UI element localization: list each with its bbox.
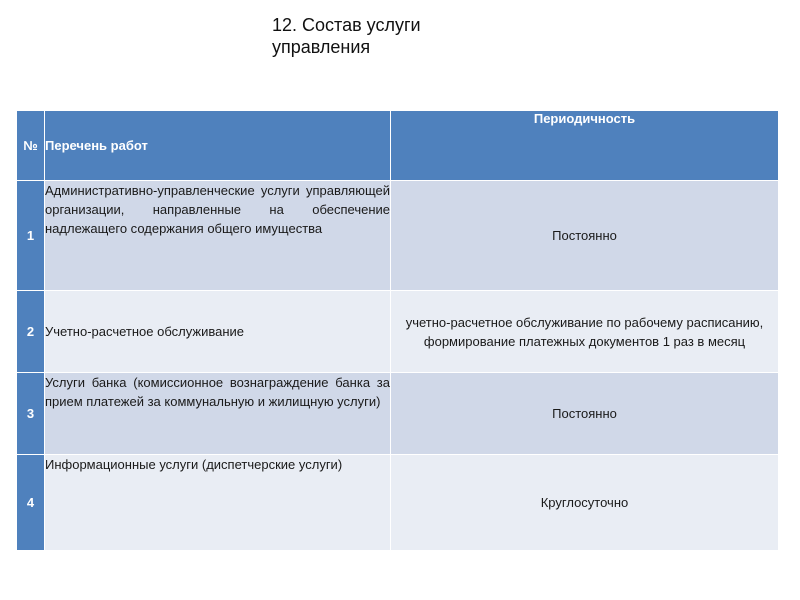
table-row xyxy=(17,373,779,455)
table-header xyxy=(17,111,779,181)
header-periodicity: Периодичность xyxy=(391,111,779,181)
services-table xyxy=(16,110,779,551)
header-row xyxy=(17,111,779,181)
row-work: Информационные услуги (диспетчерские услуги) xyxy=(45,455,391,551)
row-work: Услуги банка (комиссионное вознаграждение банка за прием платежей за коммунальную и жилищную услуги) xyxy=(45,373,391,455)
table-body xyxy=(17,181,779,551)
row-periodicity: Постоянно xyxy=(391,181,779,291)
row-periodicity: учетно-расчетное обслуживание по рабочему расписанию, формирование платежных документов 1 раз в месяц xyxy=(391,291,779,373)
row-work: Административно-управленческие услуги управляющей организации, направленные на обеспечение надлежащего содержания общего имущества xyxy=(45,181,391,291)
row-periodicity: Круглосуточно xyxy=(391,455,779,551)
table-row xyxy=(17,291,779,373)
row-periodicity: Постоянно xyxy=(391,373,779,455)
slide-title-line-1: 12. Состав услуги xyxy=(272,15,421,35)
header-number: № xyxy=(17,111,45,181)
slide-title-line-2: управления xyxy=(272,37,371,57)
row-number: 4 xyxy=(17,455,45,551)
slide-title xyxy=(272,14,632,58)
table-row xyxy=(17,181,779,291)
row-number: 2 xyxy=(17,291,45,373)
header-work-list: Перечень работ xyxy=(45,111,391,181)
row-number: 3 xyxy=(17,373,45,455)
row-number: 1 xyxy=(17,181,45,291)
row-work: Учетно-расчетное обслуживание xyxy=(45,291,391,373)
table-row xyxy=(17,455,779,551)
